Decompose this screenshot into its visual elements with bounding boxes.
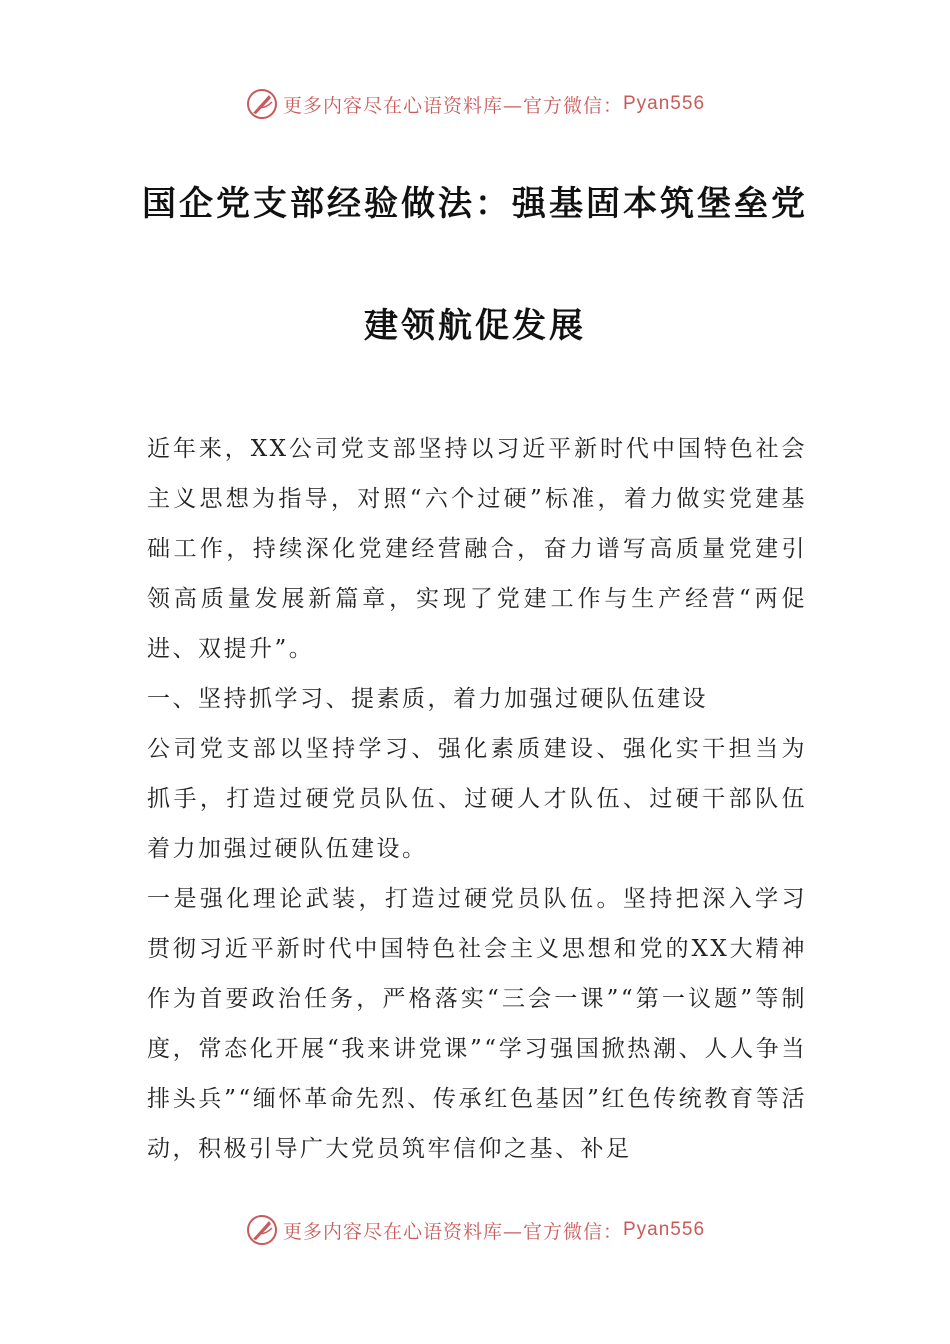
document-title-line-2: 建领航促发展	[364, 306, 586, 346]
document-title-line-1: 国企党支部经验做法：强基固本筑堡垒党	[142, 184, 808, 224]
paragraph-point-1: 一是强化理论武装，打造过硬党员队伍。坚持把深入学习贯彻习近平新时代中国特色社会主义思想和党的XX大精神作为首要政治任务，严格落实“三会一课”“第一议题”等制度，常态化开展“我来讲党课”“学习强国掀热潮、人人争当排头兵”“缅怀革命先烈、传承红色基因”红色传统教育等活动，积极引导广大党员筑牢信仰之基、补足	[147, 886, 807, 1162]
watermark-text: 更多内容尽在心语资料库—官方微信：	[282, 94, 623, 117]
document-body	[147, 424, 807, 1174]
watermark-wechat-id: Pyan556	[623, 93, 706, 114]
section-heading-1: 一、坚持抓学习、提素质，着力加强过硬队伍建设	[147, 686, 708, 712]
quill-logo-icon	[245, 1213, 279, 1247]
watermark-footer	[0, 1210, 950, 1250]
paragraph-intro: 近年来，XX公司党支部坚持以习近平新时代中国特色社会主义思想为指导，对照“六个过硬”标准，着力做实党建基础工作，持续深化党建经营融合，奋力谱写高质量党建引领高质量发展新篇章，实现了党建工作与生产经营“两促进、双提升”。	[147, 436, 807, 662]
watermark-wechat-id: Pyan556	[623, 1219, 706, 1240]
watermark-header	[0, 84, 950, 124]
paragraph-section-1: 公司党支部以坚持学习、强化素质建设、强化实干担当为抓手，打造过硬党员队伍、过硬人才队伍、过硬干部队伍着力加强过硬队伍建设。	[147, 736, 807, 862]
watermark-text: 更多内容尽在心语资料库—官方微信：	[282, 1220, 623, 1243]
quill-logo-icon	[245, 87, 279, 121]
